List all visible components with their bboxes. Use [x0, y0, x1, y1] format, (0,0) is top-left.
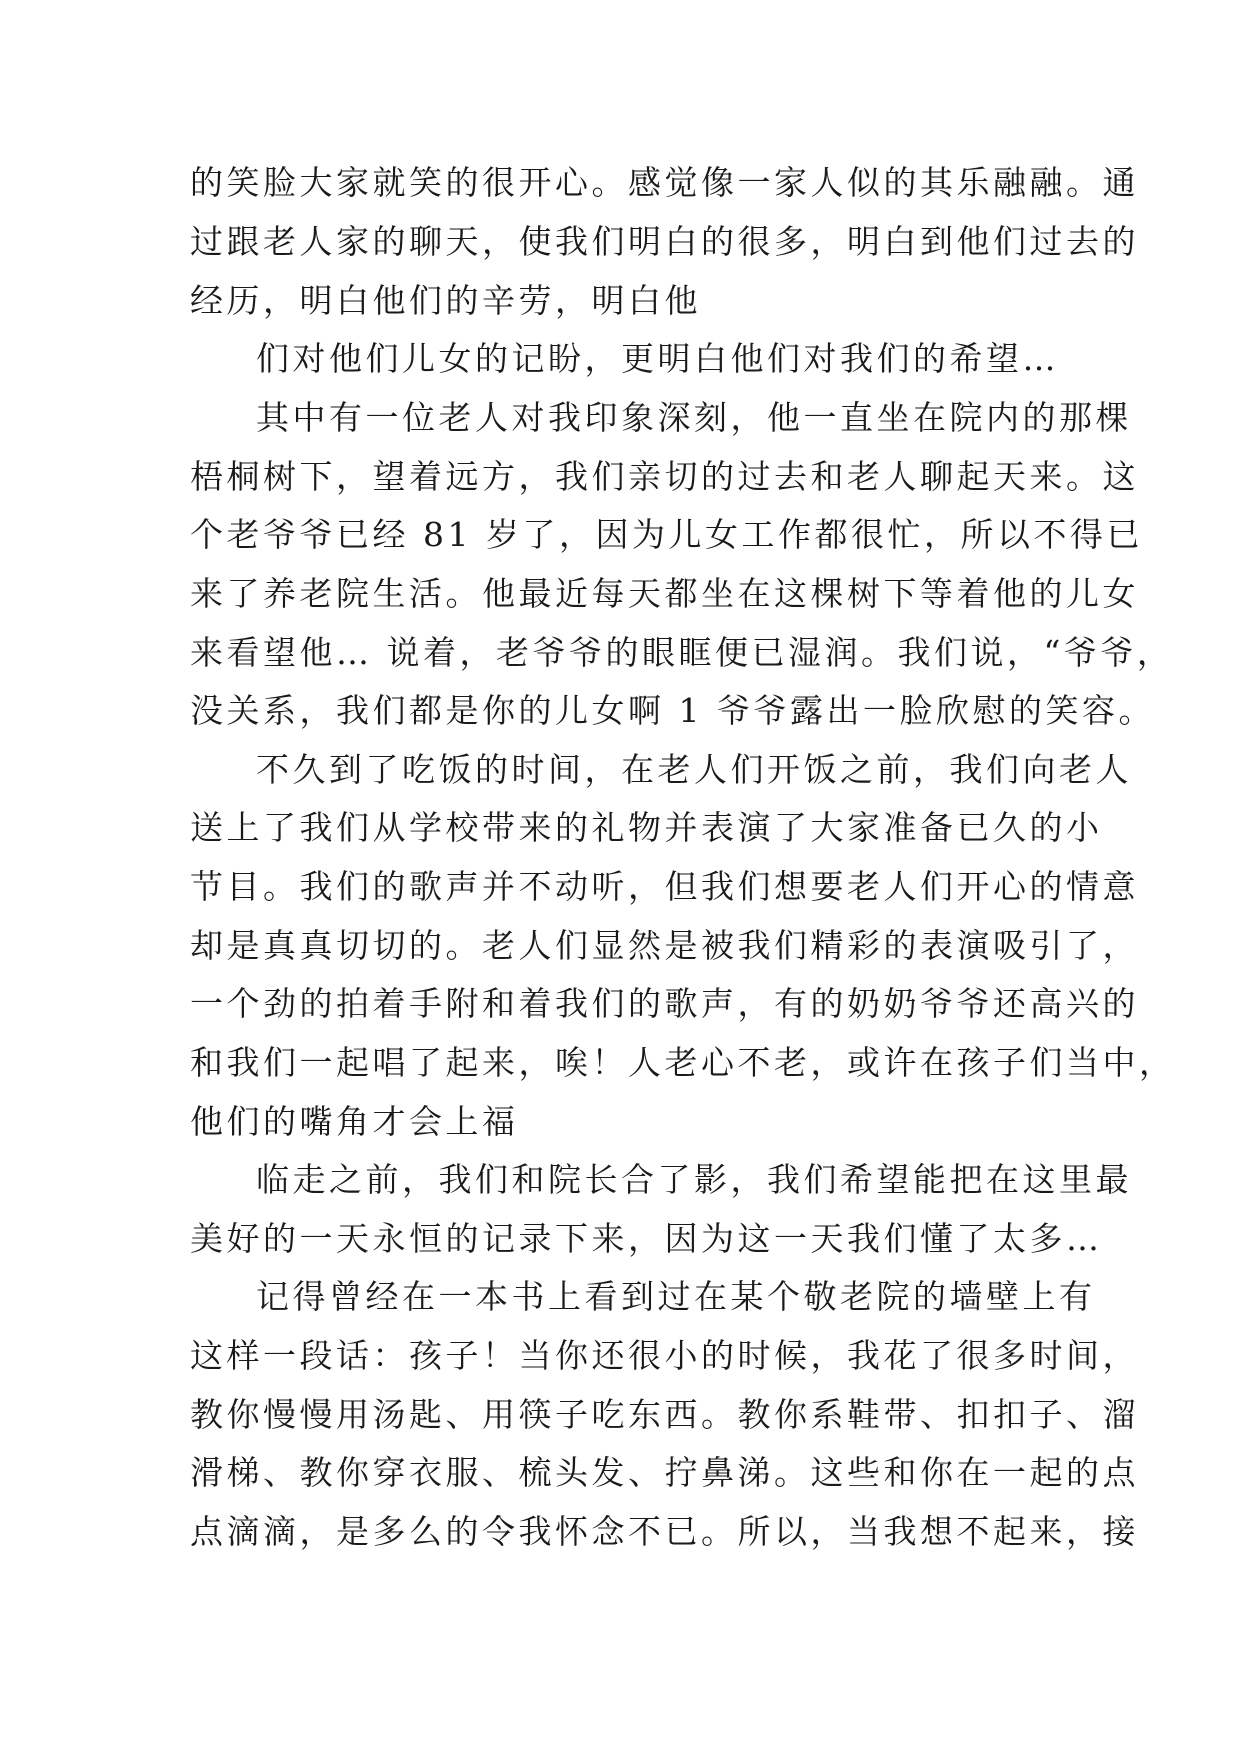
text-line: 他们的嘴角才会上福: [190, 1102, 519, 1141]
paragraph-first-line: 不久到了吃饭的时间，在老人们开饭之前，我们向老人: [256, 750, 1132, 789]
text-line: 点滴滴，是多么的令我怀念不已。所以，当我想不起来，接: [190, 1512, 1139, 1551]
text-line: 经历，明白他们的辛劳，明白他: [190, 281, 701, 320]
text-line: 一个劲的拍着手附和着我们的歌声，有的奶奶爷爷还高兴的: [190, 984, 1139, 1023]
text-line: 来看望他… 说着，老爷爷的眼眶便已湿润。我们说，“爷爷，: [190, 633, 1174, 672]
text-line: 过跟老人家的聊天，使我们明白的很多，明白到他们过去的: [190, 222, 1139, 261]
text-line: 送上了我们从学校带来的礼物并表演了大家准备已久的小: [190, 808, 1103, 847]
text-line: 的笑脸大家就笑的很开心。感觉像一家人似的其乐融融。通: [190, 163, 1139, 202]
text-line: 个老爷爷已经 81 岁了，因为儿女工作都很忙，所以不得已: [190, 515, 1143, 554]
text-line: 美好的一天永恒的记录下来，因为这一天我们懂了太多…: [190, 1219, 1103, 1258]
text-line: 和我们一起唱了起来，唉！人老心不老，或许在孩子们当中，: [190, 1043, 1176, 1082]
paragraph-first-line: 其中有一位老人对我印象深刻，他一直坐在院内的那棵: [256, 398, 1132, 437]
text-line: 却是真真切切的。老人们显然是被我们精彩的表演吸引了，: [190, 926, 1139, 965]
text-line: 滑梯、教你穿衣服、梳头发、拧鼻涕。这些和你在一起的点: [190, 1453, 1139, 1492]
text-line: 来了养老院生活。他最近每天都坐在这棵树下等着他的儿女: [190, 574, 1139, 613]
text-line: 没关系，我们都是你的儿女啊 1 爷爷露出一脸欣慰的笑容。: [190, 691, 1155, 730]
paragraph-first-line: 临走之前，我们和院长合了影，我们希望能把在这里最: [256, 1160, 1132, 1199]
paragraph-first-line: 记得曾经在一本书上看到过在某个敬老院的墙壁上有: [256, 1277, 1096, 1316]
text-line: 教你慢慢用汤匙、用筷子吃东西。教你系鞋带、扣扣子、溜: [190, 1395, 1139, 1434]
text-line: 们对他们儿女的记盼，更明白他们对我们的希望…: [256, 339, 1059, 378]
text-line: 这样一段话：孩子！当你还很小的时候，我花了很多时间，: [190, 1336, 1139, 1375]
text-line: 节目。我们的歌声并不动听，但我们想要老人们开心的情意: [190, 867, 1139, 906]
text-line: 梧桐树下，望着远方，我们亲切的过去和老人聊起天来。这: [190, 457, 1139, 496]
